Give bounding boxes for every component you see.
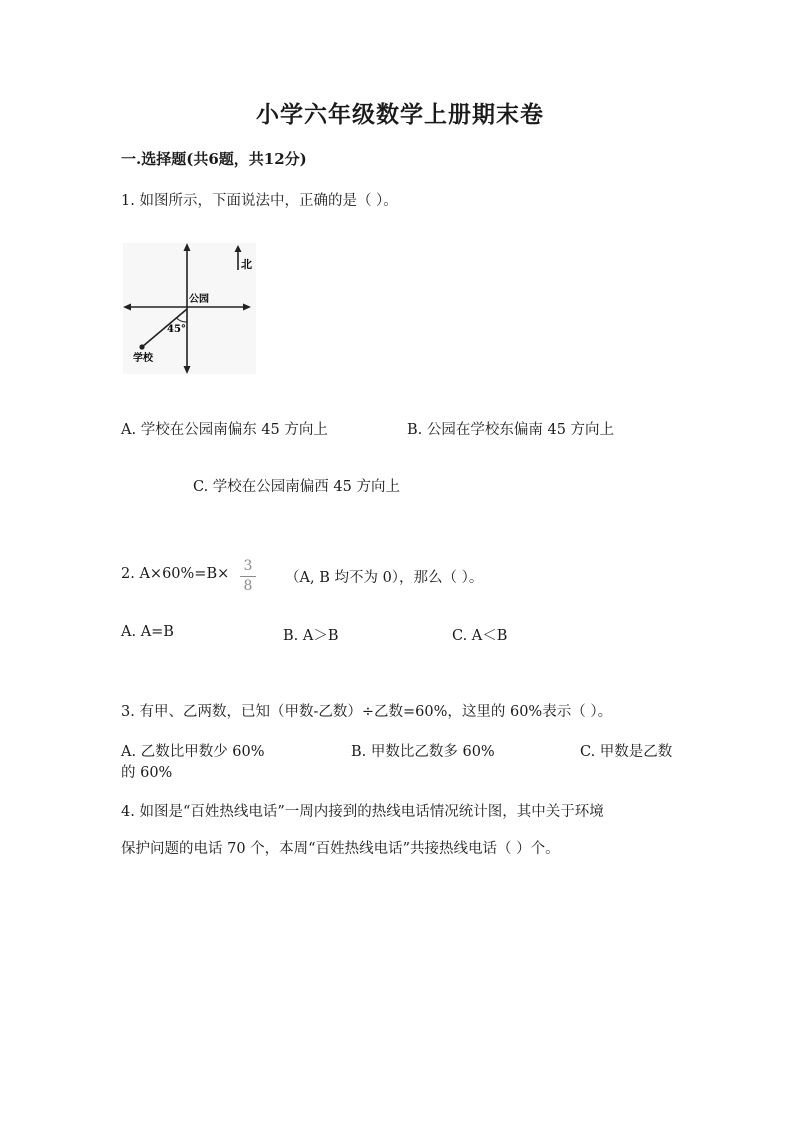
question-3-stem: 3. 有甲、乙两数，已知（甲数-乙数）÷乙数=60%，这里的 60%表示（ ）。 <box>121 704 613 720</box>
angle-arc <box>177 318 188 322</box>
question-3-option-b[interactable]: B. 甲数比乙数多 60% <box>351 744 495 760</box>
north-arrowhead <box>235 245 242 252</box>
question-3-option-c[interactable]: C. 甲数是乙数 <box>580 744 673 760</box>
question-4-stem-line-1: 4. 如图是“百姓热线电话”一周内接到的热线电话情况统计图，其中关于环境 <box>121 804 604 820</box>
question-2-stem-tail: （A, B 均不为 0），那么（ ）。 <box>285 570 484 586</box>
section-header: 一.选择题(共6题，共12分) <box>121 150 307 168</box>
question-1-option-c[interactable]: C. 学校在公园南偏西 45 方向上 <box>193 479 400 495</box>
east-axis-arrowhead <box>243 304 251 311</box>
page-title: 小学六年级数学上册期末卷 <box>256 101 544 128</box>
north-axis-arrowhead <box>184 243 191 251</box>
park-label: 公园 <box>189 294 209 305</box>
question-2-stem: 2. A×60%=B× <box>121 566 230 582</box>
north-label: 北 <box>241 258 252 271</box>
question-2-option-b[interactable]: B. A＞B <box>283 628 339 644</box>
question-3-option-a[interactable]: A. 乙数比甲数少 60% <box>121 744 265 760</box>
west-axis-arrowhead <box>123 304 131 311</box>
direction-diagram <box>123 243 256 374</box>
fraction-three-eighths <box>240 558 256 595</box>
question-1-stem: 1. 如图所示，下面说法中，正确的是（ ）。 <box>121 193 398 209</box>
question-3-option-c-continued: 的 60% <box>121 765 173 781</box>
angle-label: 45° <box>167 324 186 335</box>
fraction-denominator: 8 <box>243 578 253 594</box>
fraction-bar <box>240 576 256 577</box>
question-4-stem-line-2: 保护问题的电话 70 个，本周“百姓热线电话”共接热线电话（ ）个。 <box>121 841 560 857</box>
school-label: 学校 <box>133 353 153 364</box>
fraction-numerator: 3 <box>243 558 253 574</box>
direction-figure <box>123 243 256 374</box>
question-1-option-b[interactable]: B. 公园在学校东偏南 45 方向上 <box>407 422 615 438</box>
question-1-option-a[interactable]: A. 学校在公园南偏东 45 方向上 <box>121 422 328 438</box>
south-axis-arrowhead <box>184 366 191 374</box>
question-2-option-a[interactable]: A. A=B <box>121 624 174 640</box>
question-2-option-c[interactable]: C. A＜B <box>452 628 508 644</box>
school-dot <box>139 344 144 349</box>
